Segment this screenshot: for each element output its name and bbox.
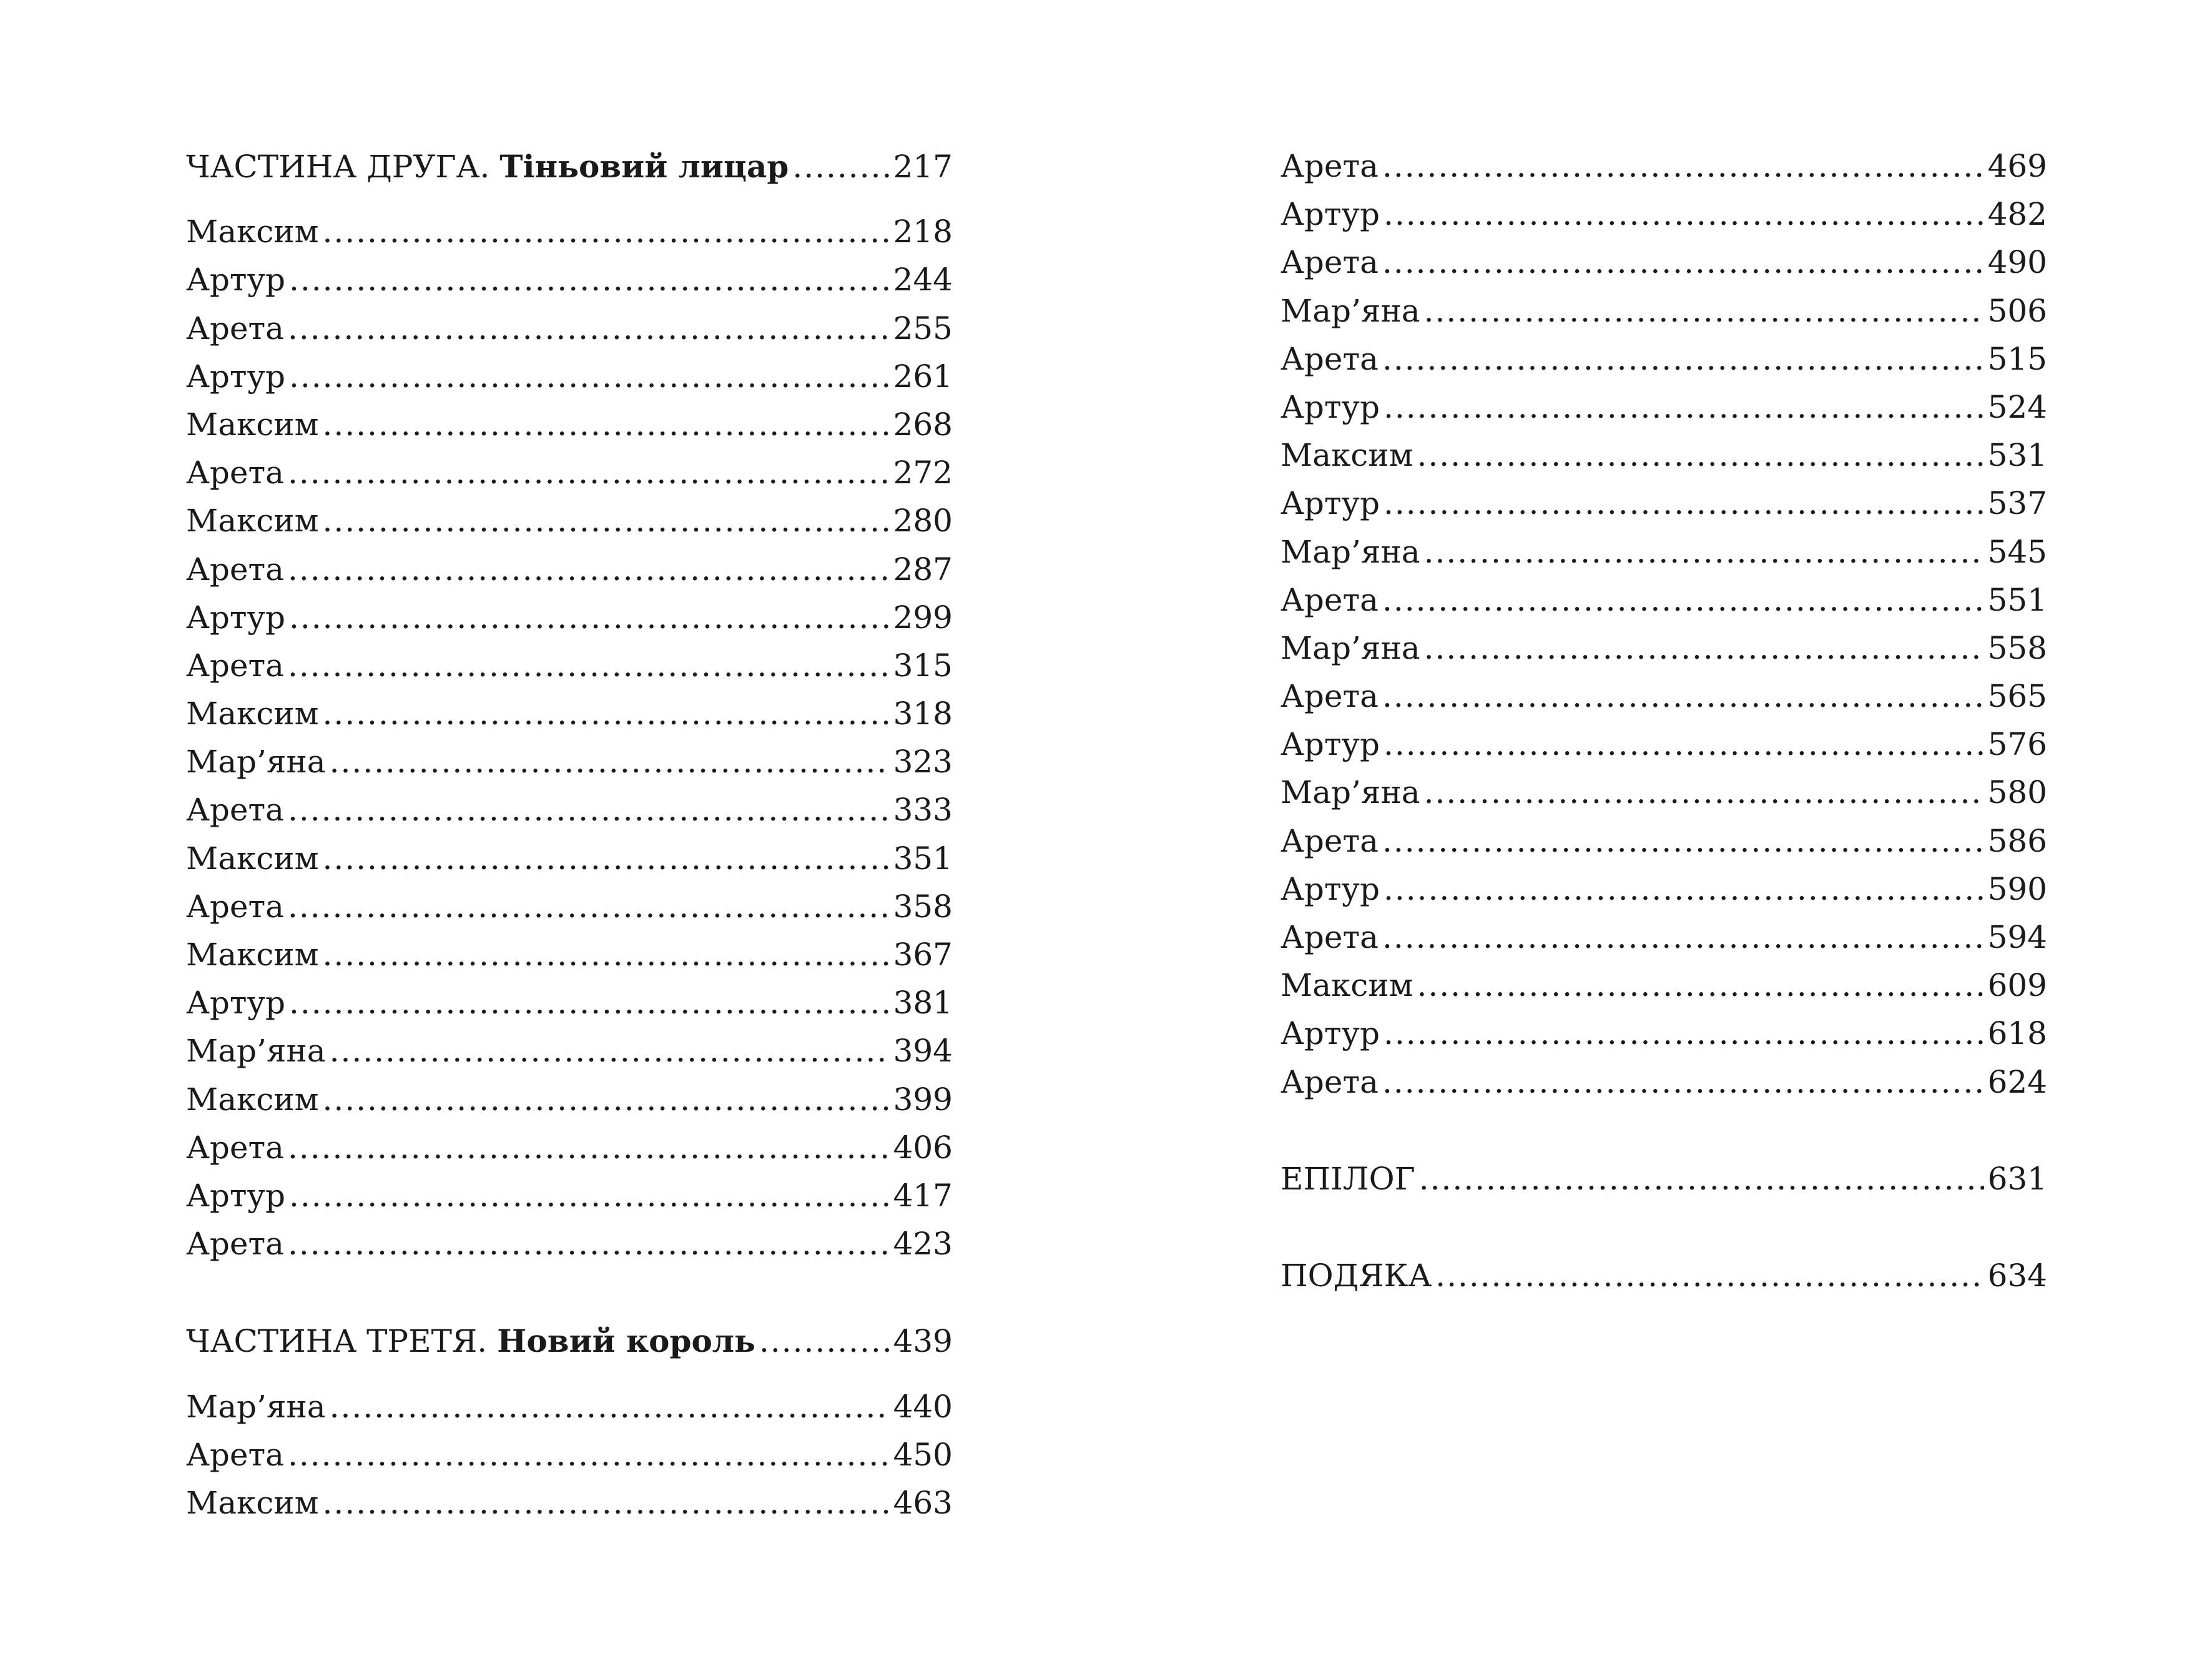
toc-entry-name: Арета — [1281, 340, 1379, 377]
part-three-title: Новий король — [497, 1322, 755, 1360]
epilogue-page: 631 — [1987, 1160, 2047, 1197]
part-two-title: Тіньовий лицар — [499, 148, 789, 185]
toc-entry[interactable] — [186, 931, 953, 979]
dot-leader — [1382, 142, 1984, 190]
toc-entry-name: Артур — [1281, 485, 1380, 522]
toc-entry-page: 394 — [893, 1033, 953, 1070]
dot-leader — [330, 1383, 890, 1431]
toc-entry-page: 545 — [1987, 533, 2047, 570]
toc-entry-name: Арета — [1281, 581, 1379, 618]
toc-entry-name: Максим — [186, 696, 319, 732]
toc-entry-page: 469 — [1987, 148, 2047, 184]
toc-entry[interactable] — [186, 1027, 953, 1075]
toc-entry-page: 299 — [893, 599, 953, 636]
toc-entry-name: Артур — [1281, 726, 1380, 763]
toc-entry[interactable] — [186, 546, 953, 594]
toc-entry-name: Мар’яна — [1281, 533, 1420, 570]
dot-leader — [792, 143, 889, 191]
toc-entry-page: 594 — [1987, 919, 2047, 955]
dot-leader — [322, 497, 889, 545]
toc-entry[interactable] — [186, 1124, 953, 1172]
toc-entry[interactable] — [1281, 383, 2047, 431]
toc-entry-name: Арета — [1281, 678, 1379, 715]
dot-leader — [288, 449, 890, 497]
toc-entry-page: 618 — [1987, 1015, 2047, 1052]
dot-leader — [1384, 721, 1984, 769]
dot-leader — [1382, 817, 1984, 865]
dot-leader — [289, 256, 890, 304]
toc-entry-name: Арета — [186, 1436, 284, 1473]
toc-entry-name: Артур — [186, 599, 285, 636]
toc-entry[interactable] — [186, 1172, 953, 1220]
toc-entry-name: Арета — [1281, 244, 1379, 281]
toc-entry-page: 558 — [1987, 629, 2047, 666]
toc-entry[interactable] — [186, 353, 953, 401]
toc-entry[interactable] — [1281, 335, 2047, 383]
dot-leader — [322, 208, 889, 256]
dot-leader — [1424, 287, 1984, 335]
toc-entry-page: 318 — [893, 696, 953, 732]
part-three-entries-continued — [1281, 142, 2047, 1106]
toc-entry-name: Максим — [186, 503, 319, 539]
toc-entry-page: 261 — [893, 358, 953, 395]
toc-entry[interactable] — [186, 256, 953, 304]
thanks-entry[interactable] — [1281, 1252, 2047, 1300]
part-two-prefix: ЧАСТИНА ДРУГА. — [186, 149, 500, 185]
toc-entry-page: 423 — [893, 1226, 953, 1263]
part-three-heading[interactable] — [186, 1317, 953, 1365]
dot-leader — [1382, 239, 1984, 287]
dot-leader — [1419, 1155, 1984, 1203]
toc-entry[interactable] — [1281, 190, 2047, 239]
toc-entry[interactable] — [1281, 1058, 2047, 1106]
toc-entry-name: Максим — [186, 406, 319, 443]
part-two-page: 217 — [893, 149, 953, 185]
toc-entry-name: Арета — [1281, 822, 1379, 859]
dot-leader — [288, 1220, 890, 1268]
dot-leader — [322, 690, 889, 738]
part-three-prefix: ЧАСТИНА ТРЕТЯ. — [186, 1323, 498, 1360]
toc-entry-name: Мар’яна — [186, 1388, 326, 1425]
toc-entry-page: 399 — [893, 1081, 953, 1118]
toc-entry-page: 323 — [893, 744, 953, 780]
toc-entry-page: 287 — [893, 551, 953, 588]
toc-entry-page: 515 — [1987, 340, 2047, 377]
toc-entry-name: Артур — [186, 985, 285, 1021]
toc-entry-page: 268 — [893, 406, 953, 443]
dot-leader — [1384, 383, 1984, 431]
part-three-entries — [186, 1383, 953, 1528]
toc-entry-name: Арета — [186, 551, 284, 588]
toc-entry-page: 463 — [893, 1484, 953, 1521]
toc-entry[interactable] — [1281, 672, 2047, 721]
toc-entry-page: 551 — [1987, 581, 2047, 618]
thanks-label: ПОДЯКА — [1281, 1257, 1432, 1294]
toc-entry-page: 440 — [893, 1388, 953, 1425]
toc-entry-name: Арета — [186, 1226, 284, 1263]
toc-entry-page: 381 — [893, 985, 953, 1021]
toc-entry[interactable] — [186, 1076, 953, 1124]
toc-entry-page: 417 — [893, 1177, 953, 1214]
toc-entry-name: Арета — [186, 310, 284, 347]
toc-entry[interactable] — [1281, 865, 2047, 913]
toc-entry-name: Максим — [1281, 437, 1413, 474]
toc-entry[interactable] — [186, 305, 953, 353]
toc-entry[interactable] — [186, 1383, 953, 1431]
toc-entry-page: 482 — [1987, 196, 2047, 233]
dot-leader — [1424, 624, 1984, 672]
dot-leader — [759, 1317, 890, 1366]
toc-entry-name: Мар’яна — [1281, 292, 1420, 329]
dot-leader — [1384, 865, 1984, 913]
dot-leader — [288, 1124, 890, 1172]
dot-leader — [1382, 335, 1984, 383]
toc-entry-page: 624 — [1987, 1063, 2047, 1100]
dot-leader — [1424, 769, 1984, 817]
dot-leader — [1384, 1010, 1984, 1058]
toc-entry-page: 450 — [893, 1436, 953, 1473]
toc-entry-page: 537 — [1987, 485, 2047, 522]
toc-entry-page: 531 — [1987, 437, 2047, 474]
toc-entry-page: 358 — [893, 888, 953, 925]
dot-leader — [1382, 1058, 1984, 1106]
dot-leader — [288, 786, 890, 834]
toc-entry[interactable] — [186, 979, 953, 1027]
toc-entry-name: Мар’яна — [186, 744, 326, 780]
toc-entry[interactable] — [1281, 962, 2047, 1010]
toc-entry-name: Максим — [1281, 967, 1413, 1004]
toc-entry[interactable] — [186, 1479, 953, 1527]
toc-entry[interactable] — [186, 738, 953, 786]
part-three-page: 439 — [893, 1323, 953, 1360]
toc-entry-name: Артур — [1281, 870, 1380, 907]
toc-entry-page: 590 — [1987, 870, 2047, 907]
toc-entry-page: 218 — [893, 214, 953, 250]
toc-entry-name: Арета — [186, 647, 284, 684]
part-two-heading[interactable] — [186, 142, 953, 190]
right-page — [1106, 0, 2211, 1659]
toc-entry-name: Арета — [186, 1129, 284, 1166]
epilogue-entry[interactable] — [1281, 1155, 2047, 1203]
dot-leader — [289, 353, 890, 401]
dot-leader — [1384, 480, 1984, 528]
toc-entry[interactable] — [1281, 817, 2047, 865]
dot-leader — [1417, 431, 1983, 480]
toc-entry-name: Артур — [1281, 388, 1380, 425]
dot-leader — [1382, 672, 1984, 721]
dot-leader — [330, 738, 890, 786]
toc-entry[interactable] — [1281, 528, 2047, 576]
toc-entry-page: 315 — [893, 647, 953, 684]
toc-entry-name: Максим — [186, 840, 319, 877]
toc-entry-name: Арета — [186, 888, 284, 925]
toc-entry-name: Арета — [1281, 148, 1379, 184]
toc-entry-page: 576 — [1987, 726, 2047, 763]
dot-leader — [1417, 962, 1983, 1010]
toc-entry-page: 490 — [1987, 244, 2047, 281]
toc-entry-name: Артур — [186, 1177, 285, 1214]
dot-leader — [1382, 576, 1984, 624]
toc-entry-page: 351 — [893, 840, 953, 877]
toc-entry-page: 609 — [1987, 967, 2047, 1004]
toc-entry[interactable] — [186, 594, 953, 642]
dot-leader — [289, 1172, 890, 1220]
toc-entry-page: 524 — [1987, 388, 2047, 425]
toc-entry[interactable] — [1281, 624, 2047, 672]
toc-entry-name: Арета — [1281, 1063, 1379, 1100]
toc-entry[interactable] — [1281, 142, 2047, 190]
toc-entry-page: 580 — [1987, 774, 2047, 811]
dot-leader — [288, 546, 890, 594]
toc-entry-name: Артур — [1281, 196, 1380, 233]
toc-entry-page: 506 — [1987, 292, 2047, 329]
right-toc-column — [1281, 142, 2047, 1300]
toc-entry[interactable] — [1281, 1010, 2047, 1058]
toc-entry-page: 367 — [893, 937, 953, 973]
dot-leader — [322, 1076, 889, 1124]
toc-entry[interactable] — [186, 642, 953, 690]
dot-leader — [1435, 1252, 1983, 1300]
toc-entry-name: Максим — [186, 1484, 319, 1521]
dot-leader — [288, 305, 890, 353]
toc-entry[interactable] — [186, 1431, 953, 1479]
toc-entry-name: Максим — [186, 214, 319, 250]
toc-entry-page: 406 — [893, 1129, 953, 1166]
toc-entry-name: Мар’яна — [186, 1033, 326, 1070]
toc-entry[interactable] — [1281, 480, 2047, 528]
toc-entry[interactable] — [1281, 239, 2047, 287]
epilogue-label: ЕПІЛОГ — [1281, 1160, 1415, 1197]
dot-leader — [289, 594, 890, 642]
toc-entry[interactable] — [186, 1220, 953, 1268]
toc-entry[interactable] — [1281, 721, 2047, 769]
dot-leader — [330, 1027, 890, 1075]
toc-entry[interactable] — [1281, 287, 2047, 335]
dot-leader — [289, 979, 890, 1027]
toc-entry[interactable] — [186, 883, 953, 931]
toc-entry-name: Максим — [186, 937, 319, 973]
toc-entry-name: Артур — [1281, 1015, 1380, 1052]
toc-entry-name: Артур — [186, 358, 285, 395]
toc-entry[interactable] — [186, 497, 953, 545]
toc-entry[interactable] — [1281, 576, 2047, 624]
dot-leader — [322, 401, 889, 449]
toc-entry-page: 333 — [893, 792, 953, 829]
toc-entry-page: 255 — [893, 310, 953, 347]
dot-leader — [288, 883, 890, 931]
toc-entry-page: 272 — [893, 455, 953, 491]
toc-entry-name: Мар’яна — [1281, 629, 1420, 666]
toc-entry-name: Арета — [186, 792, 284, 829]
toc-entry-name: Максим — [186, 1081, 319, 1118]
thanks-page: 634 — [1987, 1257, 2047, 1294]
dot-leader — [288, 1431, 890, 1479]
toc-entry[interactable] — [1281, 769, 2047, 817]
toc-entry[interactable] — [186, 690, 953, 738]
left-toc-column — [186, 142, 953, 1527]
toc-entry[interactable] — [1281, 913, 2047, 962]
toc-entry[interactable] — [1281, 431, 2047, 480]
toc-entry-page: 244 — [893, 262, 953, 298]
part-two-entries — [186, 208, 953, 1268]
dot-leader — [1424, 528, 1984, 576]
dot-leader — [322, 931, 889, 979]
toc-entry-page: 586 — [1987, 822, 2047, 859]
toc-entry[interactable] — [186, 835, 953, 883]
dot-leader — [1384, 190, 1984, 239]
dot-leader — [288, 642, 890, 690]
toc-entry-page: 565 — [1987, 678, 2047, 715]
toc-entry-name: Арета — [186, 455, 284, 491]
toc-entry[interactable] — [186, 786, 953, 834]
toc-entry-page: 280 — [893, 503, 953, 539]
dot-leader — [1382, 913, 1984, 962]
toc-entry-name: Мар’яна — [1281, 774, 1420, 811]
dot-leader — [322, 1479, 889, 1527]
toc-entry-name: Арета — [1281, 919, 1379, 955]
toc-entry-name: Артур — [186, 262, 285, 298]
dot-leader — [322, 835, 889, 883]
toc-entry[interactable] — [186, 449, 953, 497]
toc-entry[interactable] — [186, 208, 953, 256]
toc-entry[interactable] — [186, 401, 953, 449]
